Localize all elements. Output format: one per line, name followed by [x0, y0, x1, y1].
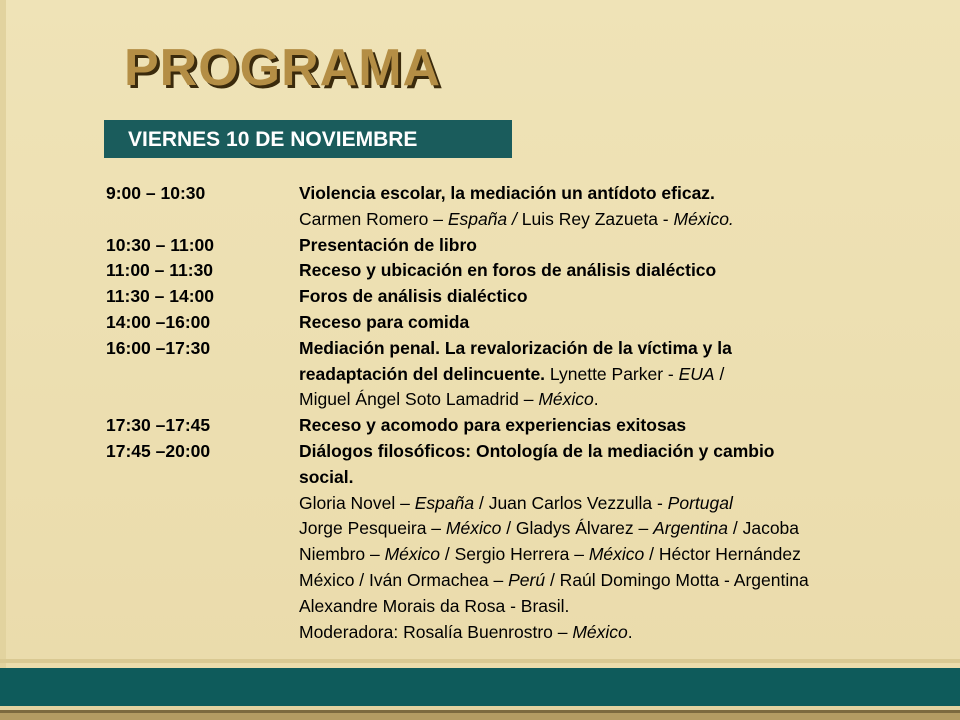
- schedule-line: [299, 516, 946, 542]
- schedule-time: 17:30 –17:45: [106, 415, 211, 436]
- schedule-text: Gloria Novel –: [299, 492, 415, 513]
- schedule-text: México: [572, 621, 628, 642]
- schedule-text: Luis Rey Zazueta -: [521, 208, 674, 229]
- schedule-description: [299, 439, 946, 645]
- schedule-text: Diálogos filosóficos: Ontología de la mediación y cambio: [299, 440, 775, 461]
- schedule-time: 9:00 – 10:30: [106, 183, 206, 203]
- schedule-line: [299, 594, 946, 620]
- schedule-text: .: [627, 621, 633, 642]
- footer-divider: [0, 659, 960, 663]
- schedule-line: [299, 181, 946, 207]
- schedule-text: Miguel Ángel Soto Lamadrid –: [299, 389, 539, 410]
- schedule-line: [299, 310, 946, 336]
- schedule-text: Niembro –: [299, 544, 385, 565]
- schedule-time: 11:30 – 14:00: [106, 286, 215, 307]
- schedule-line: [299, 413, 946, 439]
- schedule-text: Mediación penal. La revalorización de la víctima y la: [299, 337, 732, 358]
- schedule-line: [299, 258, 946, 284]
- day-heading-bar: [104, 120, 512, 158]
- schedule-row: [106, 284, 946, 310]
- schedule-row: [106, 336, 946, 413]
- schedule-line: [299, 620, 946, 646]
- schedule-text: España /: [447, 208, 522, 229]
- schedule-text: México: [588, 544, 645, 565]
- schedule-line: [299, 233, 946, 259]
- schedule-text: .: [593, 389, 599, 410]
- schedule-text: / Jacoba: [728, 518, 800, 539]
- schedule-text: / Sergio Herrera –: [440, 544, 589, 565]
- schedule-text: Moderadora: Rosalía Buenrostro –: [299, 621, 573, 642]
- schedule-text: Receso y acomodo para experiencias exitosas: [299, 415, 687, 436]
- schedule-time: 10:30 – 11:00: [106, 234, 215, 255]
- day-heading-label: VIERNES 10 DE NOVIEMBRE: [128, 128, 418, 151]
- schedule-line: [299, 336, 946, 362]
- schedule-description: [299, 310, 946, 336]
- schedule-description: [299, 284, 946, 310]
- schedule-line: [299, 284, 946, 310]
- schedule-text: Violencia escolar, la mediación un antídoto eficaz.: [299, 183, 715, 203]
- schedule-text: Receso y ubicación en foros de análisis dialéctico: [299, 260, 717, 281]
- page-title: PROGRAMA: [124, 39, 442, 97]
- left-edge-decoration: [0, 0, 6, 668]
- schedule-text: España: [414, 492, 475, 513]
- schedule-text: Argentina: [653, 518, 728, 539]
- schedule-row: [106, 310, 946, 336]
- schedule-line: [299, 387, 946, 413]
- schedule-description: [299, 336, 946, 413]
- schedule-line: [299, 491, 946, 517]
- schedule-list: [106, 181, 946, 645]
- schedule-text: Jorge Pesqueira –: [299, 518, 446, 539]
- schedule-text: readaptación del delincuente.: [299, 363, 546, 384]
- schedule-text: / Gladys Álvarez –: [501, 518, 654, 539]
- schedule-line: [299, 362, 946, 388]
- schedule-row: [106, 439, 946, 645]
- schedule-line: [299, 568, 946, 594]
- schedule-description: [299, 413, 946, 439]
- schedule-text: social.: [299, 466, 354, 487]
- schedule-text: Foros de análisis dialéctico: [299, 286, 528, 307]
- schedule-description: [299, 181, 946, 233]
- schedule-text: EUA: [678, 363, 715, 384]
- schedule-text: Lynette Parker -: [545, 363, 679, 384]
- schedule-row: [106, 233, 946, 259]
- schedule-text: Presentación de libro: [299, 234, 477, 255]
- schedule-line: [299, 465, 946, 491]
- schedule-description: [299, 258, 946, 284]
- schedule-row: [106, 181, 946, 233]
- schedule-text: Alexandre Morais da Rosa - Brasil.: [299, 595, 570, 616]
- schedule-description: [299, 233, 946, 259]
- schedule-text: Carmen Romero –: [299, 208, 448, 229]
- schedule-text: Receso para comida: [299, 311, 470, 332]
- schedule-text: México: [538, 389, 594, 410]
- schedule-line: [299, 439, 946, 465]
- schedule-text: / Raúl Domingo Motta - Argentina: [545, 569, 809, 590]
- schedule-time: 14:00 –16:00: [106, 311, 211, 332]
- schedule-time: 11:00 – 11:30: [106, 260, 214, 281]
- schedule-text: México / Iván Ormachea –: [299, 569, 509, 590]
- schedule-line: [299, 207, 946, 233]
- schedule-text: México.: [673, 208, 734, 229]
- schedule-row: [106, 258, 946, 284]
- schedule-line: [299, 542, 946, 568]
- schedule-text: Perú: [508, 569, 546, 590]
- schedule-text: México: [384, 544, 441, 565]
- schedule-time: 17:45 –20:00: [106, 440, 211, 461]
- schedule-text: / Juan Carlos Vezzulla -: [474, 492, 668, 513]
- schedule-text: / Héctor Hernández: [644, 544, 801, 565]
- schedule-row: [106, 413, 946, 439]
- schedule-text: Portugal: [667, 492, 733, 513]
- footer-stripe: [0, 713, 960, 720]
- footer-band: [0, 668, 960, 706]
- schedule-text: /: [714, 363, 725, 384]
- schedule-time: 16:00 –17:30: [106, 337, 211, 358]
- schedule-text: México: [445, 518, 502, 539]
